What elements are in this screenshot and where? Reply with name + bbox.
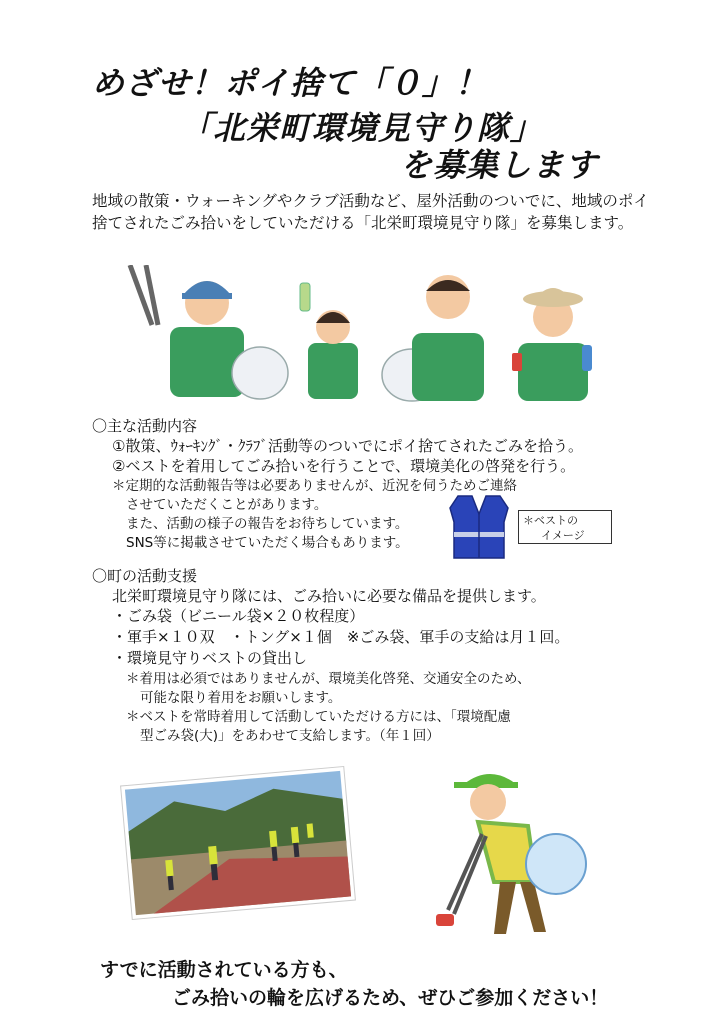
support-note-3: ＊ベストを常時着用して活動していただける方には、「環境配慮 [126, 709, 511, 725]
activities-note-1: ＊定期的な活動報告等は必要ありませんが、近況を伺うためご連絡 [112, 478, 517, 494]
vest-label-line-1: ＊ベストの [523, 514, 578, 527]
footer-line-2: ごみ拾いの輪を広げるため、ぜひご参加ください！ [172, 987, 609, 1009]
volunteer-man-bag-icon [382, 275, 484, 401]
vest-image-label [518, 510, 612, 544]
title-line-2: 「北栄町環境見守り隊」 [180, 109, 544, 147]
title-line-3: を募集します [400, 146, 599, 184]
footer-line-1: すでに活動されている方も、 [100, 959, 348, 981]
support-item-3: ・環境見守りベストの貸出し [112, 649, 308, 667]
activities-item-1: ①散策、ｳｫｰｷﾝｸﾞ・ｸﾗﾌﾞ活動等のついでにポイ捨てされたごみを拾う。 [112, 437, 583, 455]
vest-label-line-2: イメージ [541, 529, 585, 542]
activities-note-4: SNS等に掲載させていただく場合もあります。 [126, 535, 409, 551]
volunteer-elder-cans-icon [512, 288, 592, 401]
vest-icon [448, 492, 510, 562]
man-picking-trash-icon [424, 764, 594, 944]
title-line-1: めざせ！ポイ捨て「０」！ [92, 64, 489, 102]
activities-note-2: させていただくことがあります。 [126, 497, 328, 513]
volunteers-illustration [112, 265, 602, 405]
activities-item-2: ②ベストを着用してごみ拾いを行うことで、環境美化の啓発を行う。 [112, 457, 576, 475]
support-item-2: ・軍手×１０双 ・トング×１個 ※ごみ袋、軍手の支給は月１回。 [112, 628, 570, 646]
support-heading: 〇町の活動支援 [92, 567, 198, 585]
intro-paragraph: 地域の散策・ウォーキングやクラブ活動など、屋外活動のついでに、地域のポイ捨てされたごみ拾いをしていただける「北栄町環境見守り隊」を募集します。 [92, 192, 649, 232]
activity-photo [118, 762, 358, 924]
activities-heading: 〇主な活動内容 [92, 417, 198, 435]
volunteer-girl-bottle-icon [300, 283, 358, 399]
activities-note-3: また、活動の様子の報告をお待ちしています。 [126, 516, 409, 532]
support-item-1: ・ごみ袋（ビニール袋×２０枚程度） [112, 607, 365, 625]
support-note-1: ＊着用は必須ではありませんが、環境美化啓発、交通安全のため、 [126, 671, 531, 687]
support-intro: 北栄町環境見守り隊には、ごみ拾いに必要な備品を提供します。 [112, 587, 546, 605]
support-note-4: 型ごみ袋(大)」をあわせて支給します。（年１回） [140, 728, 440, 744]
volunteer-man-tongs-icon [130, 265, 288, 399]
support-note-2: 可能な限り着用をお願いします。 [140, 690, 342, 706]
